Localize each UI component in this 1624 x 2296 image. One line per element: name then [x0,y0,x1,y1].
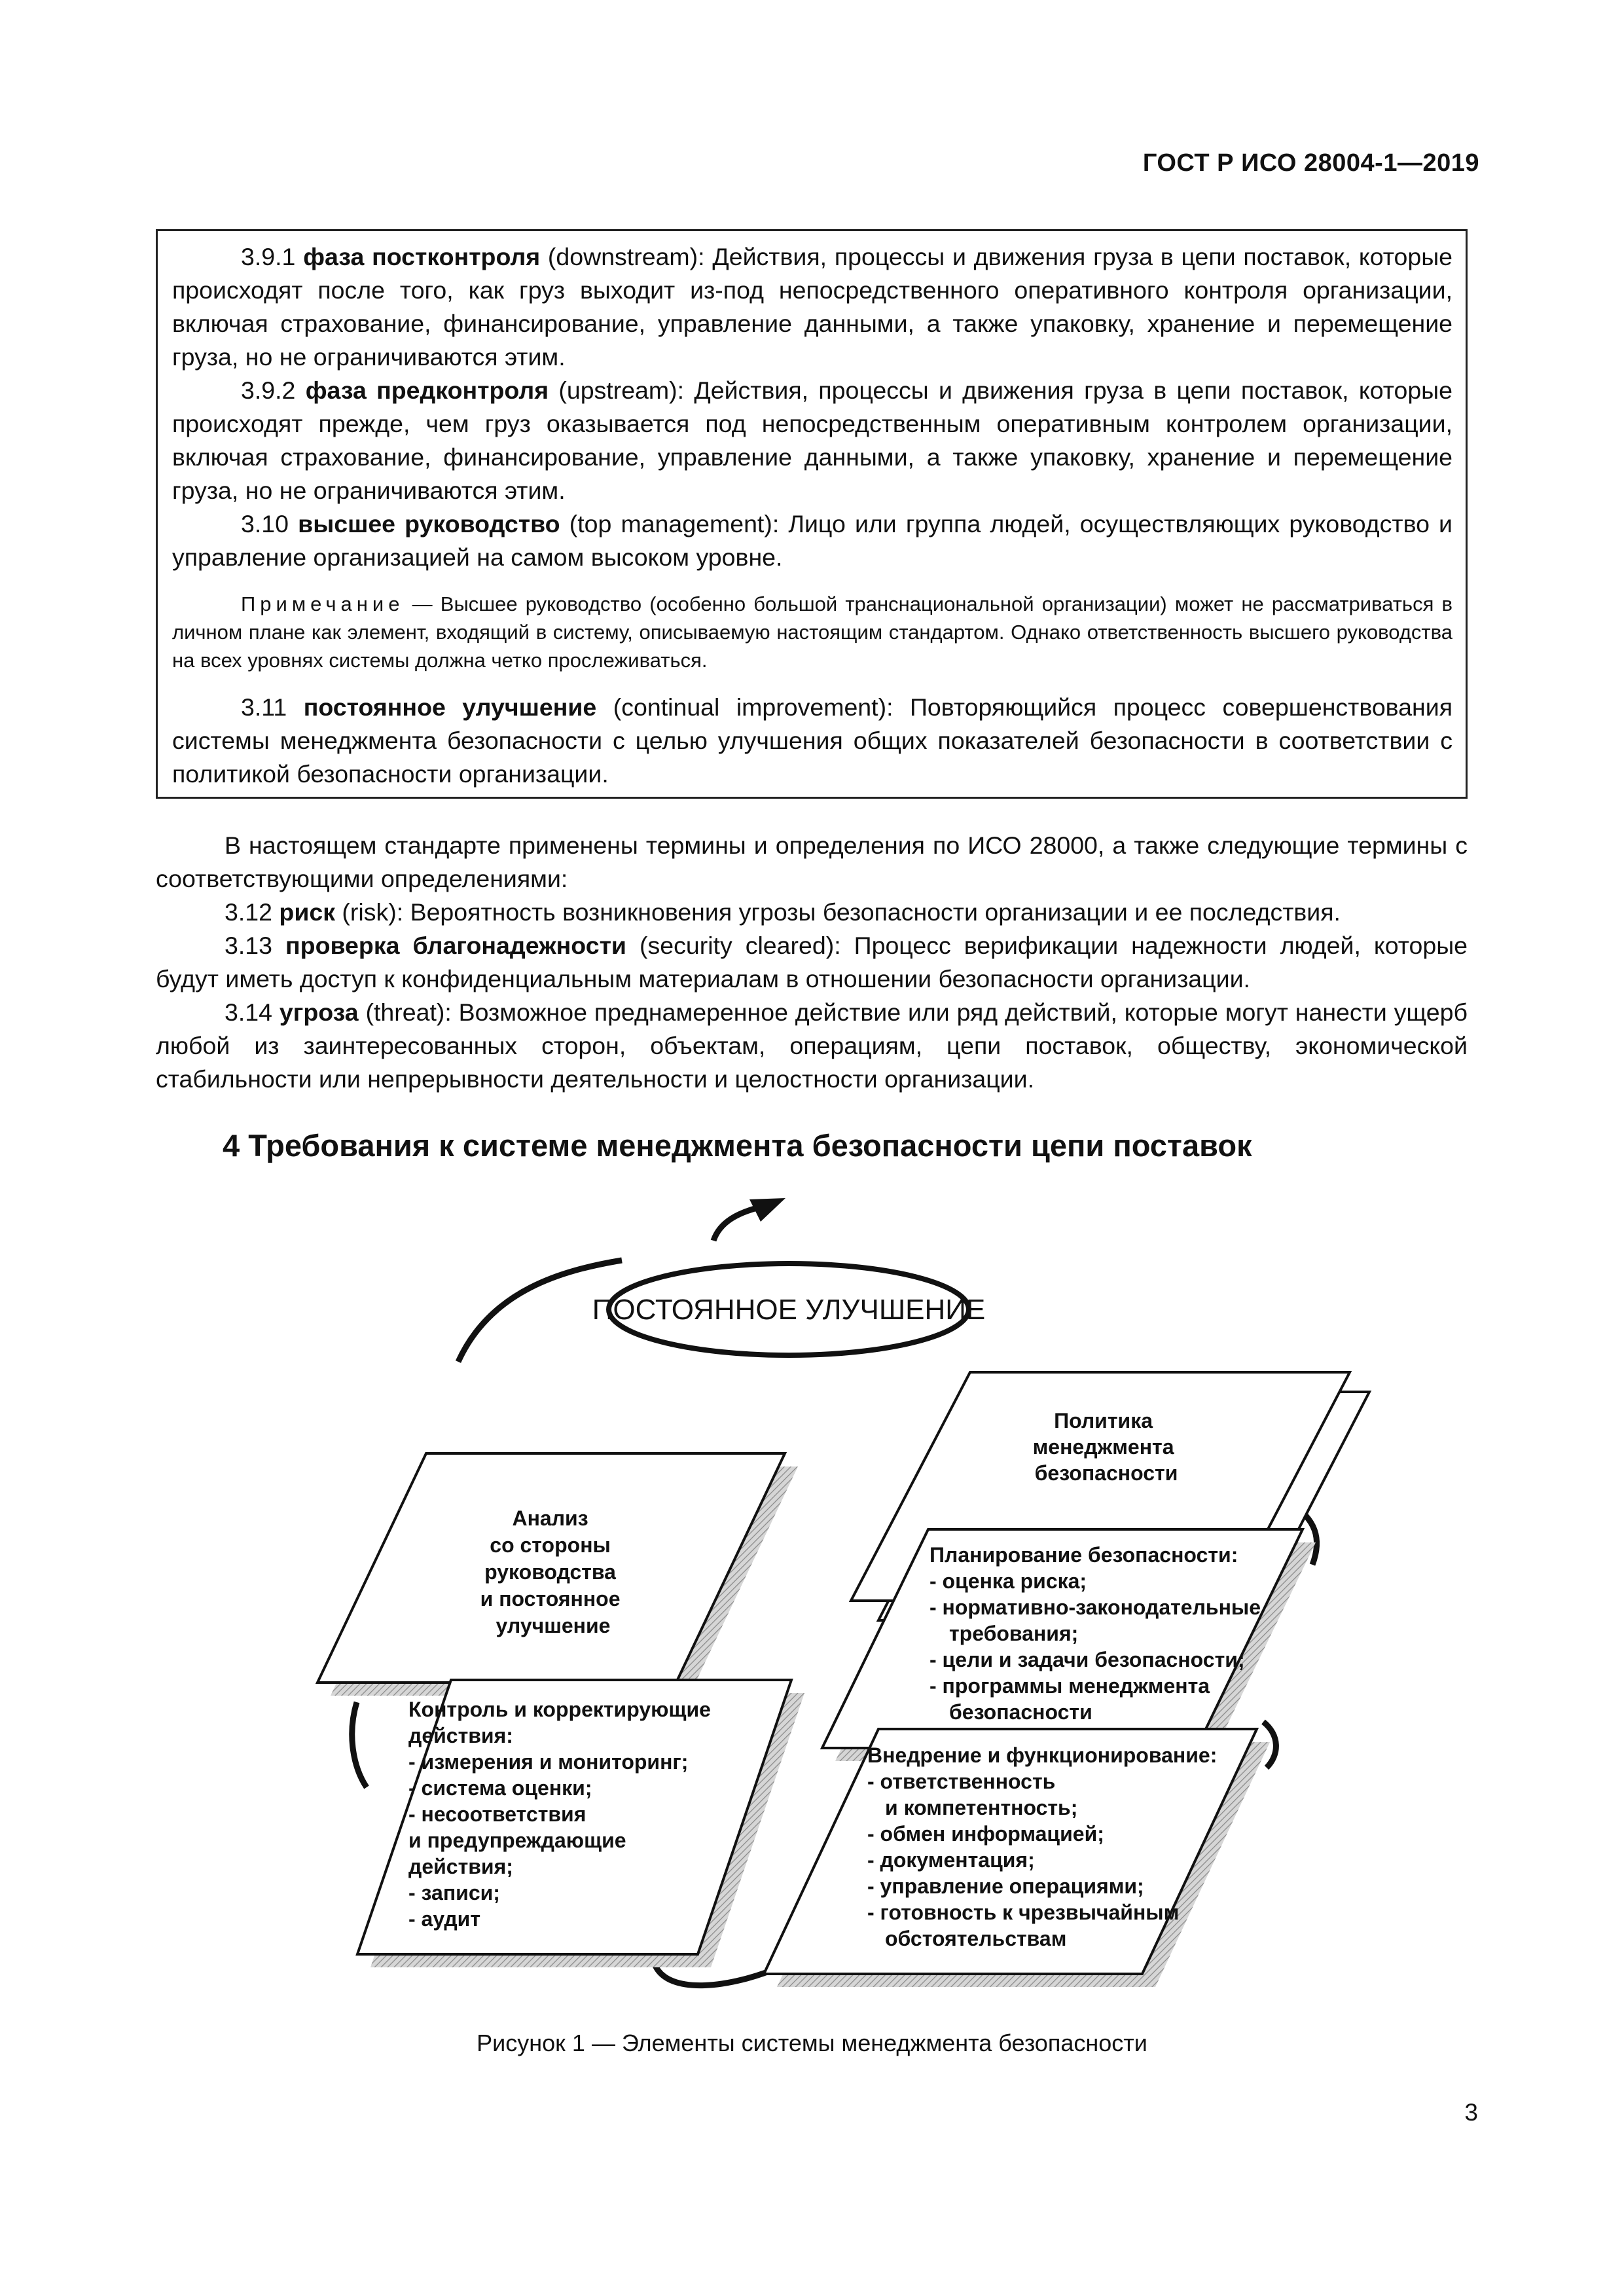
term-number: 3.10 [241,510,289,538]
definition-3-13 [156,929,1468,996]
standard-code-header: ГОСТ Р ИСО 28004-1—2019 [1142,149,1479,177]
term: фаза постконтроля [303,243,541,270]
term-definition: (top management): Лицо или группа людей, осуществляющих руководство и управление организацией на самом высоком уровне. [172,510,1453,571]
definition-3-11 [172,691,1453,791]
term-number: 3.9.2 [241,376,296,404]
cycle-arrow-top [713,1207,759,1241]
term-definition: (downstream): Действия, процессы и движения груза в цепи поставок, которые происходят после того, как груз выходит из-под непосредственного оперативного контроля организации, включая страхование, финансирование, управление данными, а также упаковку, хранение и перемещение груза, но не ограничиваются этим. [172,243,1453,371]
term-number: 3.12 [225,898,272,926]
intro-paragraph: В настоящем стандарте применены термины и определения по ИСО 28000, а также следующие термины с соответствующими определениями: [156,831,1468,892]
term-definition: (upstream): Действия, процессы и движения груза в цепи поставок, которые происходят прежде, чем груз оказывается под непосредственным оперативным контролем организации, включая страхование, финансирование, управление данными, а также упаковку, хранение и перемещение груза, но не ограничиваются этим. [172,376,1453,504]
ellipse-label: ПОСТОЯННОЕ УЛУЧШЕНИЕ [592,1294,986,1326]
arrowhead-icon [749,1198,785,1222]
definitions-box [156,229,1468,799]
security-planning-label: Планирование безопасности: - оценка риска; - нормативно-законодательные требования; - цели и задачи безопасности; - программы менеджмента безопасности [929,1543,1261,1724]
section-title: 4 Требования к системе менеджмента безопасности цепи поставок [223,1128,1252,1163]
term: угроза [279,998,359,1026]
page-number: 3 [1464,2099,1478,2126]
term-definition: (risk): Вероятность возникновения угрозы безопасности организации и ее последствия. [335,898,1341,926]
control-actions-label: Контроль и корректирующие действия: - измерения и мониторинг; - система оценки; - несоответствия и предупреждающие действия; - записи; - аудит [408,1698,711,1931]
term: проверка благонадежности [285,932,626,959]
definition-3-12 [156,896,1468,929]
definition-3-14 [156,996,1468,1096]
management-review-label: Анализ со стороны руководства и постоянное улучшение [480,1506,621,1637]
cycle-arrow-left [352,1702,367,1787]
term-definition: (security cleared): Процесс верификации надежности людей, которые будут иметь доступ к конфиденциальным материалам в отношении безопасности организации. [156,932,1468,993]
figure-caption: Рисунок 1 — Элементы системы менеджмента безопасности [477,2030,1147,2056]
definition-3-9-1 [172,240,1453,374]
definition-3-10 [172,507,1453,574]
term-definition: (continual improvement): Повторяющийся процесс совершенствования системы менеджмента безопасности с целью улучшения общих показателей безопасности в соответствии с политикой безопасности организации. [172,693,1453,788]
term-number: 3.11 [241,693,287,721]
note-label: Примечание [241,592,405,615]
term-number: 3.9.1 [241,243,296,270]
policy-label: Политика менеджмента безопасности [1032,1409,1178,1485]
implementation-label: Внедрение и функционирование: - ответственность и компетентность; - обмен информацией; - документация; - управление операциями; - готовность к чрезвычайным обстоятельствам [867,1743,1218,1950]
term: постоянное улучшение [303,693,597,721]
term: высшее руководство [298,510,560,538]
note-text: — Высшее руководство (особенно большой транснациональной организации) может не рассматриваться в личном плане как элемент, входящий в систему, описываемую настоящим стандартом. Однако ответственность высшего руководства на всех уровнях системы должна четко прослеживаться. [172,592,1453,672]
definition-3-9-2 [172,374,1453,507]
term-definition: (threat): Возможное преднамеренное действие или ряд действий, которые могут нанести ущерб любой из заинтересованных сторон, объектам, операциям, цепи поставок, обществу, экономической стабильности или непрерывности деятельности и целостности организации. [156,998,1468,1093]
term: фаза предконтроля [305,376,549,404]
note-3-10 [172,590,1453,674]
security-management-diagram [262,1192,1388,2003]
term-number: 3.14 [225,998,272,1026]
term-number: 3.13 [225,932,272,959]
term: риск [279,898,336,926]
